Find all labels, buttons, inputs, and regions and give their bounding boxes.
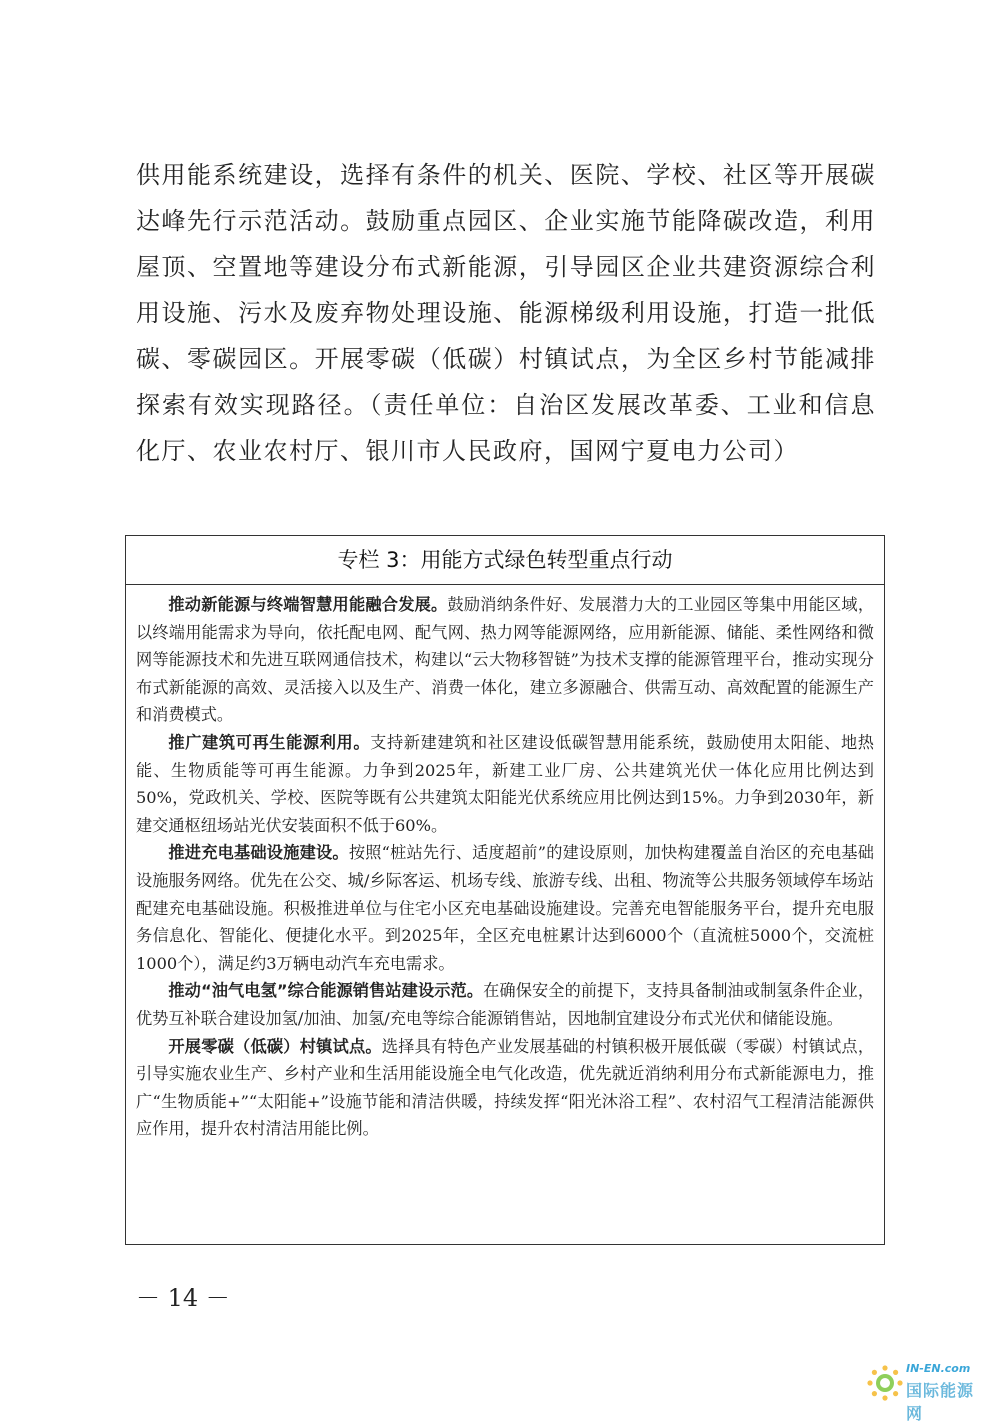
box-item bbox=[136, 839, 874, 977]
box-item bbox=[136, 977, 874, 1032]
column-box bbox=[125, 535, 885, 1245]
box-item-lead: 推广建筑可再生能源利用。 bbox=[168, 732, 371, 752]
watermark-name: 国际能源网 bbox=[906, 1381, 975, 1423]
body-paragraph: 供用能系统建设，选择有条件的机关、医院、学校、社区等开展碳达峰先行示范活动。鼓励重点园区、企业实施节能降碳改造，利用屋顶、空置地等建设分布式新能源，引导园区企业共建资源综合利用设施、污水及废弃物处理设施、能源梯级利用设施，打造一批低碳、零碳园区。开展零碳（低碳）村镇试点，为全区乡村节能减排探索有效实现路径。（责任单位：自治区发展改革委、工业和信息化厅、农业农村厅、银川市人民政府，国网宁夏电力公司） bbox=[136, 161, 876, 465]
sun-logo-icon bbox=[866, 1364, 904, 1402]
box-item-text: 在确保安全的前提下，支持具备制油或制氢条件企业，优势互补联合建设加氢/加油、加氢/充电等综合能源销售站，因地制宜建设分布式光伏和储能设施。 bbox=[136, 981, 875, 1028]
column-box-title: 专栏 3：用能方式绿色转型重点行动 bbox=[126, 536, 884, 585]
box-item-text: 按照“桩站先行、适度超前”的建设原则，加快构建覆盖自治区的充电基础设施服务网络。优先在公交、城/乡际客运、机场专线、旅游专线、出租、物流等公共服务领域停车场站配建充电基础设施。积极推进单位与住宅小区充电基础设施建设。完善充电智能服务平台，提升充电服务信息化、智能化、便捷化水平。到2025年，全区充电桩累计达到6000个（直流桩5000个，交流桩1000个），满足约3万辆电动汽车充电需求。 bbox=[136, 843, 874, 973]
box-item-lead: 开展零碳（低碳）村镇试点。 bbox=[168, 1036, 382, 1056]
box-item-text: 鼓励消纳条件好、发展潜力大的工业园区等集中用能区域，以终端用能需求为导向，依托配电网、配气网、热力网等能源网络，应用新能源、储能、柔性网络和微网等能源技术和先进互联网通信技术，构建以“云大物移智链”为技术支撑的能源管理平台，推动实现分布式新能源的高效、灵活接入以及生产、消费一体化，建立多源融合、供需互动、高效配置的能源生产和消费模式。 bbox=[136, 595, 875, 725]
box-item bbox=[136, 591, 874, 729]
column-box-body bbox=[126, 585, 884, 1143]
box-item bbox=[136, 1033, 874, 1143]
watermark-url: IN-EN.com bbox=[906, 1362, 971, 1375]
box-item-text: 选择具有特色产业发展基础的村镇积极开展低碳（零碳）村镇试点，引导实施农业生产、乡村产业和生活用能设施全电气化改造，优先就近消纳利用分布式新能源电力，推广“生物质能+”“太阳能+”设施节能和清洁供暖，持续发挥“阳光沐浴工程”、农村沼气工程清洁能源供应作用，提升农村清洁用能比例。 bbox=[136, 1036, 875, 1139]
box-item-lead: 推进充电基础设施建设。 bbox=[168, 843, 349, 863]
watermark-logo bbox=[866, 1360, 986, 1423]
box-item-text: 支持新建建筑和社区建设低碳智慧用能系统，鼓励使用太阳能、地热能、生物质能等可再生能源。力争到2025年，新建工业厂房、公共建筑光伏一体化应用比例达到50%，党政机关、学校、医院等既有公共建筑太阳能光伏系统应用比例达到15%。力争到2030年，新建交通枢纽场站光伏安装面积不低于60%。 bbox=[136, 732, 874, 835]
page-number: － 14 － bbox=[136, 1284, 230, 1312]
box-item-lead: 推动“油气电氢”综合能源销售站建设示范。 bbox=[168, 981, 484, 1001]
box-item bbox=[136, 729, 874, 839]
box-item-lead: 推动新能源与终端智慧用能融合发展。 bbox=[168, 595, 448, 614]
